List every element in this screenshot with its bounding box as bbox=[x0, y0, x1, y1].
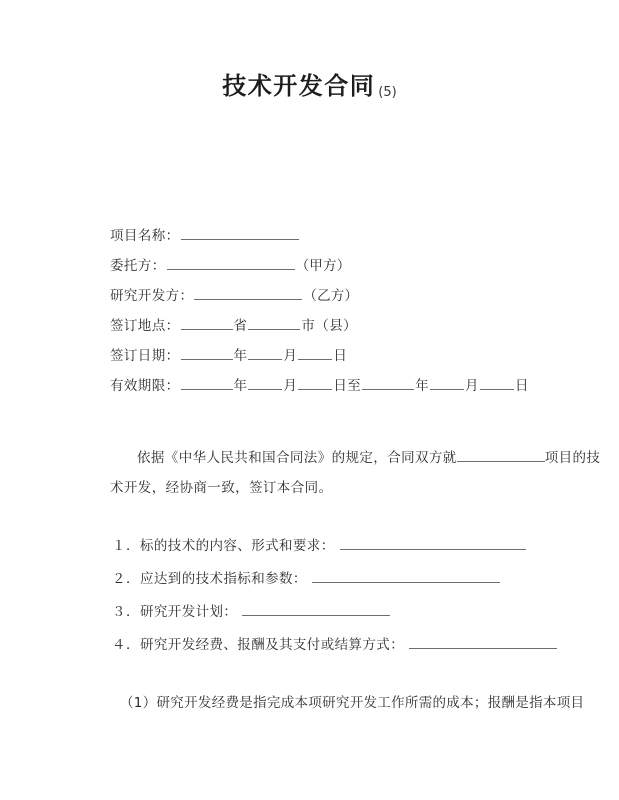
blank-line-end-month[interactable] bbox=[430, 376, 464, 390]
clause-number-1: １． bbox=[112, 538, 140, 554]
field-label-sign-location: 签订地点： bbox=[110, 318, 180, 334]
blank-line-clause-2[interactable] bbox=[312, 569, 500, 583]
field-row-sign-date bbox=[110, 346, 560, 376]
title-suffix: (5) bbox=[378, 85, 397, 100]
field-label-sign-date: 签订日期： bbox=[110, 348, 180, 364]
blank-line-end-year[interactable] bbox=[362, 376, 414, 390]
unit-end-year: 年 bbox=[415, 378, 430, 394]
blank-line-sign-day[interactable] bbox=[298, 346, 332, 360]
blank-line-clause-3[interactable] bbox=[242, 602, 390, 616]
blank-line-province[interactable] bbox=[181, 316, 233, 330]
title-text: 技术开发合同 bbox=[222, 72, 376, 100]
field-row-project-name bbox=[110, 226, 560, 256]
field-row-developer bbox=[110, 286, 560, 316]
blank-line-city[interactable] bbox=[248, 316, 300, 330]
clause-item-1 bbox=[112, 536, 542, 569]
blank-line-start-day[interactable] bbox=[298, 376, 332, 390]
clause-item-2 bbox=[112, 569, 542, 602]
blank-line-sign-month[interactable] bbox=[248, 346, 282, 360]
clause-list bbox=[112, 536, 542, 668]
field-label-validity-period: 有效期限： bbox=[110, 378, 180, 394]
field-row-validity-period bbox=[110, 376, 560, 406]
blank-line-sign-year[interactable] bbox=[181, 346, 233, 360]
intro-line-2: 术开发，经协商一致，签订本合同。 bbox=[110, 480, 333, 496]
clause-number-4: ４． bbox=[112, 637, 140, 653]
blank-line-client[interactable] bbox=[167, 256, 295, 270]
clause-number-2: ２． bbox=[112, 571, 140, 587]
blank-line-project-name[interactable] bbox=[181, 226, 299, 240]
blank-line-start-year[interactable] bbox=[181, 376, 233, 390]
blank-line-developer[interactable] bbox=[194, 286, 302, 300]
unit-province: 省 bbox=[233, 318, 248, 334]
unit-start-day: 日 bbox=[333, 378, 348, 394]
field-suffix-developer: （乙方） bbox=[303, 288, 359, 304]
field-suffix-client: （甲方） bbox=[295, 258, 351, 274]
unit-day: 日 bbox=[333, 348, 348, 364]
unit-start-month: 月 bbox=[283, 378, 298, 394]
blank-line-start-month[interactable] bbox=[248, 376, 282, 390]
field-label-project-name: 项目名称： bbox=[110, 228, 180, 244]
intro-line-1 bbox=[110, 443, 601, 473]
field-row-client bbox=[110, 256, 560, 286]
unit-end-day: 日 bbox=[514, 378, 529, 394]
clause-text-4: 研究开发经费、报酬及其支付或结算方式： bbox=[140, 637, 405, 653]
field-label-developer: 研究开发方： bbox=[110, 288, 194, 304]
unit-end-month: 月 bbox=[465, 378, 479, 394]
clause-item-3 bbox=[112, 602, 542, 635]
field-label-client: 委托方： bbox=[110, 258, 166, 274]
intro-text-after-blank: 项目的技 bbox=[544, 450, 601, 466]
contract-header-fields bbox=[110, 226, 560, 406]
intro-paragraph bbox=[110, 443, 601, 503]
clause-note-paragraph: （1）研究开发经费是指完成本项研究开发工作所需的成本；报酬是指本项目 bbox=[120, 695, 585, 711]
unit-start-year: 年 bbox=[233, 378, 248, 394]
clause-number-3: ３． bbox=[112, 604, 140, 620]
validity-connector: 至 bbox=[347, 378, 362, 394]
blank-line-project-subject[interactable] bbox=[457, 448, 545, 462]
intro-text-before-blank: 依据《中华人民共和国合同法》的规定，合同双方就 bbox=[137, 450, 457, 466]
blank-line-clause-1[interactable] bbox=[340, 536, 526, 550]
blank-line-clause-4[interactable] bbox=[409, 635, 557, 649]
clause-text-2: 应达到的技术指标和参数： bbox=[140, 571, 307, 587]
unit-month: 月 bbox=[283, 348, 298, 364]
blank-line-end-day[interactable] bbox=[480, 376, 514, 390]
clause-text-3: 研究开发计划： bbox=[140, 604, 238, 620]
clause-item-4 bbox=[112, 635, 542, 668]
unit-year: 年 bbox=[233, 348, 248, 364]
field-row-sign-location bbox=[110, 316, 560, 346]
page-title bbox=[0, 66, 619, 101]
clause-text-1: 标的技术的内容、形式和要求： bbox=[140, 538, 335, 554]
unit-city: 市（县） bbox=[301, 318, 358, 334]
